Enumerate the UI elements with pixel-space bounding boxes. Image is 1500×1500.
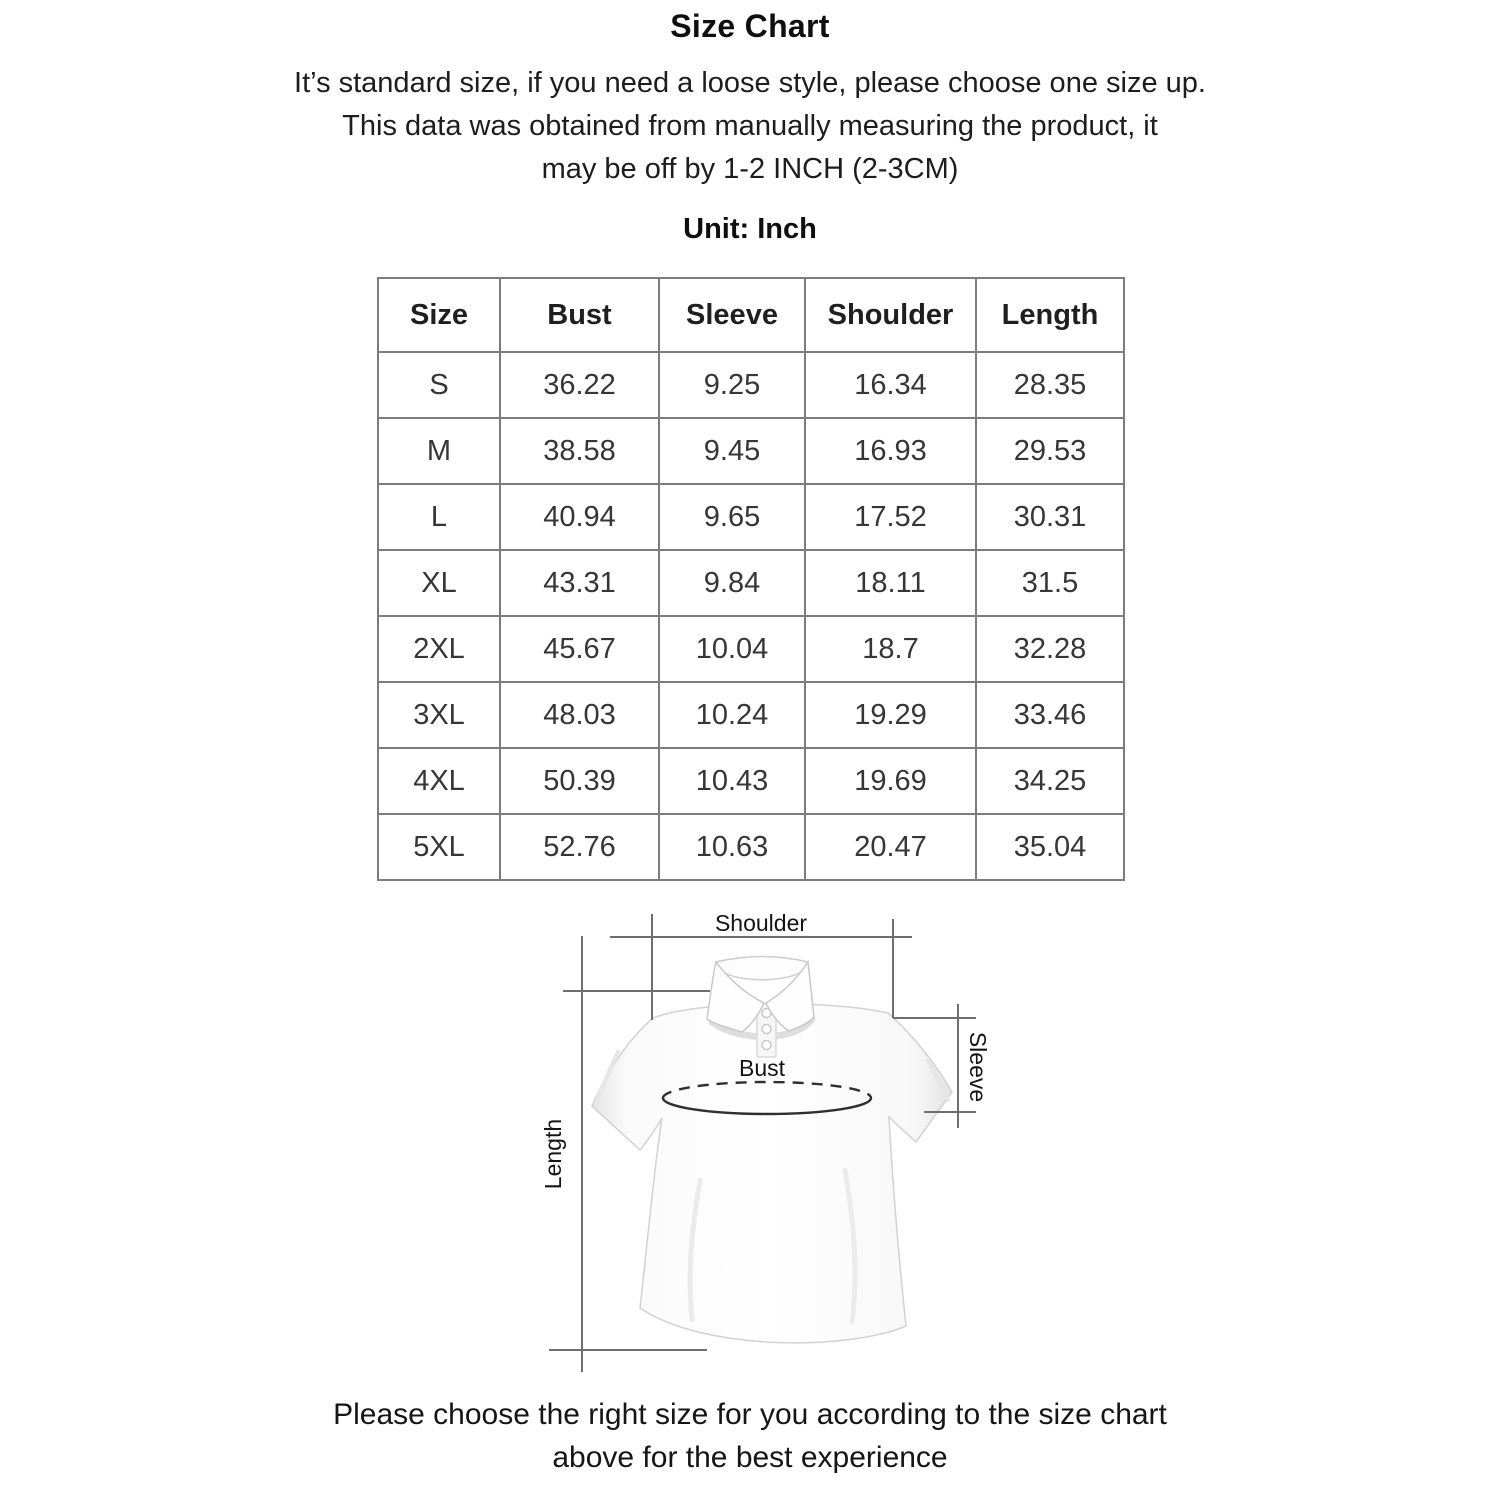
col-header-sleeve: Sleeve	[659, 278, 805, 352]
table-header-row	[378, 278, 1124, 352]
intro-line: may be off by 1-2 INCH (2-3CM)	[541, 153, 959, 185]
shoulder-label: Shoulder	[714, 910, 808, 936]
page-title: Size Chart	[670, 8, 830, 44]
cell-bust: 45.67	[500, 616, 659, 682]
cell-sleeve: 10.24	[659, 682, 805, 748]
bust-label: Bust	[738, 1055, 786, 1081]
cell-bust: 40.94	[500, 484, 659, 550]
cell-bust: 43.31	[500, 550, 659, 616]
cell-shoulder: 16.93	[805, 418, 976, 484]
cell-bust: 48.03	[500, 682, 659, 748]
unit-label: Unit: Inch	[683, 213, 817, 245]
cell-sleeve: 9.45	[659, 418, 805, 484]
table-row	[378, 682, 1124, 748]
footer-line: Please choose the right size for you according to the size chart	[333, 1398, 1167, 1431]
cell-length: 34.25	[976, 748, 1124, 814]
shirt-button	[762, 1025, 771, 1034]
cell-size: 5XL	[378, 814, 500, 880]
shirt-measurement-diagram	[500, 898, 1000, 1400]
cell-size: S	[378, 352, 500, 418]
cell-length: 32.28	[976, 616, 1124, 682]
cell-size: L	[378, 484, 500, 550]
cell-sleeve: 10.04	[659, 616, 805, 682]
table-row	[378, 352, 1124, 418]
cell-shoulder: 17.52	[805, 484, 976, 550]
table-row	[378, 550, 1124, 616]
table-row	[378, 484, 1124, 550]
intro-line: This data was obtained from manually measuring the product, it	[342, 110, 1158, 142]
collar-back	[716, 957, 808, 981]
intro-text	[0, 62, 1500, 191]
col-header-size: Size	[378, 278, 500, 352]
col-header-bust: Bust	[500, 278, 659, 352]
cell-shoulder: 19.29	[805, 682, 976, 748]
length-label: Length	[540, 1118, 566, 1190]
cell-bust: 36.22	[500, 352, 659, 418]
table-row	[378, 748, 1124, 814]
shirt-button	[762, 1041, 771, 1050]
cell-shoulder: 19.69	[805, 748, 976, 814]
polo-shirt-graphic	[592, 957, 952, 1343]
cell-shoulder: 20.47	[805, 814, 976, 880]
cell-bust: 52.76	[500, 814, 659, 880]
cell-sleeve: 9.84	[659, 550, 805, 616]
cell-size: 2XL	[378, 616, 500, 682]
size-table	[377, 277, 1125, 881]
footer-line: above for the best experience	[552, 1441, 948, 1474]
table-row	[378, 814, 1124, 880]
cell-length: 28.35	[976, 352, 1124, 418]
col-header-shoulder: Shoulder	[805, 278, 976, 352]
cell-sleeve: 10.63	[659, 814, 805, 880]
table-row	[378, 616, 1124, 682]
col-header-length: Length	[976, 278, 1124, 352]
cell-sleeve: 9.25	[659, 352, 805, 418]
footer-note	[0, 1393, 1500, 1479]
cell-shoulder: 16.34	[805, 352, 976, 418]
cell-length: 31.5	[976, 550, 1124, 616]
cell-size: 3XL	[378, 682, 500, 748]
cell-length: 35.04	[976, 814, 1124, 880]
cell-bust: 38.58	[500, 418, 659, 484]
cell-length: 33.46	[976, 682, 1124, 748]
cell-sleeve: 10.43	[659, 748, 805, 814]
cell-size: 4XL	[378, 748, 500, 814]
intro-line: It’s standard size, if you need a loose style, please choose one size up.	[294, 67, 1206, 99]
cell-shoulder: 18.11	[805, 550, 976, 616]
cell-length: 29.53	[976, 418, 1124, 484]
sleeve-label: Sleeve	[965, 1031, 991, 1103]
table-row	[378, 418, 1124, 484]
cell-sleeve: 9.65	[659, 484, 805, 550]
cell-bust: 50.39	[500, 748, 659, 814]
cell-size: M	[378, 418, 500, 484]
cell-size: XL	[378, 550, 500, 616]
cell-shoulder: 18.7	[805, 616, 976, 682]
cell-length: 30.31	[976, 484, 1124, 550]
